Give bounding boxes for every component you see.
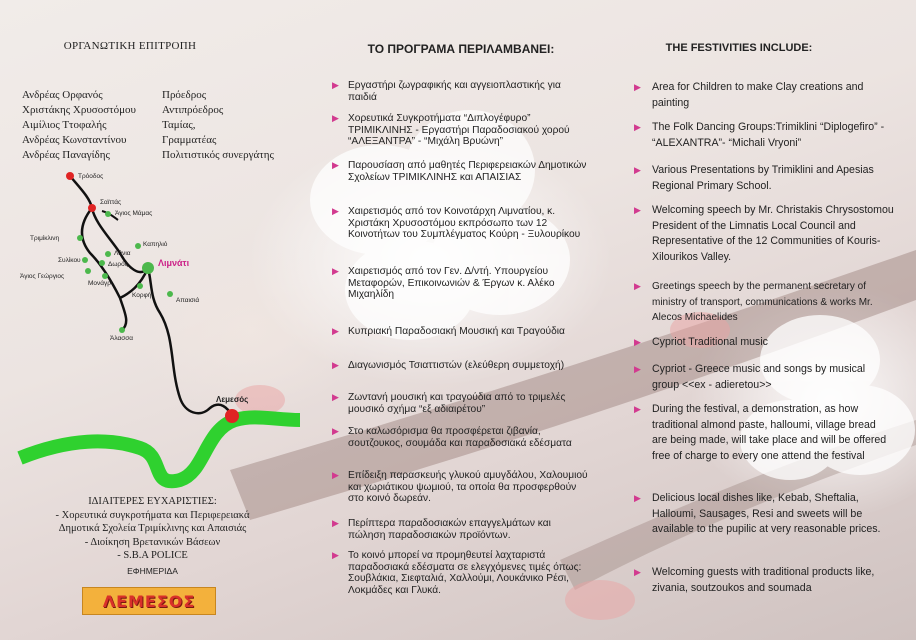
- highway-line: [20, 417, 300, 481]
- committee-row: [22, 103, 322, 118]
- festivities-column: [634, 42, 894, 594]
- label-limnati: Λιμνάτι: [158, 258, 190, 268]
- committee-row: [22, 118, 322, 133]
- thanks-line: - Διοίκηση Βρετανικών Βάσεων: [84, 536, 221, 548]
- marker-agios-mamas: [105, 211, 111, 217]
- list-item: [634, 362, 894, 393]
- acknowledgements: [10, 495, 295, 578]
- list-item: [332, 326, 565, 338]
- list-item: [332, 206, 590, 241]
- bullet-icon: ▶: [634, 404, 641, 414]
- item-text: Κυπριακή Παραδοσιακή Μουσική και Τραγούδια: [348, 326, 565, 337]
- member-role: Πολιτιστικός συνεργάτης: [162, 149, 274, 161]
- program-title: ΤΟ ΠΡΟΓΡΑΜΑ ΠΕΡΙΛΑΜΒΑΝΕΙ:: [367, 42, 555, 56]
- committee-row: [22, 133, 322, 148]
- marker-agios-georgios: [85, 268, 91, 274]
- label-korfi: Κορφή: [132, 292, 152, 299]
- marker-saittas: [88, 204, 96, 212]
- list-item: [332, 360, 564, 372]
- member-name: Ανδρέας Ορφανός: [22, 89, 103, 101]
- list-item: [332, 266, 590, 301]
- label-lania: Λάνια: [114, 250, 131, 257]
- member-name: Αιμίλιος Ττοφαλής: [22, 119, 107, 131]
- bullet-icon: ▶: [634, 122, 641, 132]
- list-item: [634, 120, 894, 151]
- bullet-icon: ▶: [634, 205, 641, 215]
- list-item: [332, 160, 590, 183]
- item-text: Area for Children to make Clay creations and painting: [652, 81, 864, 109]
- member-name: Χριστάκης Χρυσοστόμου: [22, 104, 136, 116]
- label-apaisia: Απαισιά: [176, 297, 200, 304]
- list-item: [634, 491, 894, 538]
- item-text: Εργαστήρι ζωγραφικής και αγγειοπλαστικής για παιδιά: [348, 80, 561, 103]
- marker-doros: [99, 260, 105, 266]
- committee-row: [22, 88, 322, 103]
- marker-monagri: [102, 273, 108, 279]
- list-item: [332, 113, 590, 148]
- list-item: [332, 550, 590, 596]
- bullet-icon: ▶: [634, 165, 641, 175]
- item-text: Επίδειξη παρασκευής γλυκού αμυγδάλου, Χαλουμιού και χωριάτικου ψωμιού, τα οποία θα προσφερθούν στο κοινό δωρεάν.: [348, 470, 588, 505]
- bullet-icon: ▶: [332, 360, 339, 370]
- member-role: Πρόεδρος: [162, 89, 207, 101]
- item-text: Welcoming speech by Mr. Christakis Chrysostomou President of the Limnatis Local Council and Representative of the 12 Communities of Kouris-Xilourikos Valley.: [652, 204, 894, 263]
- label-agios-mamas: Άγιος Μάμας: [115, 210, 153, 217]
- thanks-line: - S.B.A POLICE: [117, 550, 188, 561]
- item-text: Περίπτερα παραδοσιακών επαγγελμάτων και πώληση παραδοσιακών προϊόντων.: [348, 518, 551, 541]
- marker-trimiklini: [77, 235, 83, 241]
- list-item: [634, 80, 894, 111]
- bullet-icon: ▶: [634, 82, 641, 92]
- member-role: Γραμματέας: [162, 134, 217, 146]
- member-name: Ανδρέας Κωνσταντίνου: [22, 134, 127, 146]
- list-item: [634, 203, 894, 265]
- list-item: [634, 335, 768, 351]
- festivities-title: THE FESTIVITIES INCLUDE:: [665, 42, 813, 54]
- left-column: [10, 40, 310, 52]
- label-alassa: Άλασσα: [110, 335, 134, 342]
- list-item: [634, 279, 894, 326]
- item-text: Παρουσίαση από μαθητές Περιφερειακών Δημοτικών Σχολείων ΤΡΙΜΙΚΛΙΝΗΣ και ΑΠΑΙΣΙΑΣ: [348, 160, 587, 183]
- thanks-line: - Χορευτικά συγκροτήματα και Περιφερειακά: [55, 509, 250, 521]
- committee-title: ΟΡΓΑΝΩΤΙΚΗ ΕΠΙΤΡΟΠΗ: [63, 40, 197, 52]
- list-item: [332, 426, 590, 449]
- label-lemesos: Λεμεσός: [216, 395, 249, 404]
- newspaper-logo: [82, 587, 216, 615]
- bullet-icon: ▶: [332, 80, 339, 90]
- bullet-icon: ▶: [634, 337, 641, 347]
- list-item: [634, 402, 894, 464]
- item-text: Greetings speech by the permanent secretary of ministry of transport, communications & works Mr. Alecos Michaelides: [652, 281, 873, 323]
- list-item: [332, 470, 590, 505]
- bullet-icon: ▶: [332, 426, 339, 436]
- bullet-icon: ▶: [332, 470, 339, 480]
- member-role: Ταμίας,: [162, 119, 196, 131]
- list-item: [634, 163, 894, 194]
- item-text: Χαιρετισμός από τον Κοινοτάρχη Λιμνατίου, κ. Χριστάκη Χρυσοστόμου εκπρόσωπο των 12 Κοινοτήτων του Συμπλέγματος Κούρη - Ξυλουρίκου: [348, 206, 581, 241]
- label-doros: Δωρός: [108, 261, 128, 268]
- marker-silikou: [82, 257, 88, 263]
- marker-troodos: [66, 172, 74, 180]
- bullet-icon: ▶: [332, 392, 339, 402]
- committee-row: [22, 148, 322, 163]
- bullet-icon: ▶: [332, 326, 339, 336]
- location-map: [0, 168, 310, 493]
- label-trimiklini: Τριμίκλινη: [30, 235, 60, 242]
- member-name: Ανδρέας Παναγίδης: [22, 149, 110, 161]
- newspaper-logo-text: ΛΕΜΕΣΟΣ: [102, 591, 196, 611]
- item-text: Το κοινό μπορεί να προμηθευτεί λαχταριστά παραδοσιακά εδέσματα σε ελεγχόμενες τιμές όπως: Σουβλάκια, Σιεφταλιά, Χαλλούμι, Λουκάνικο Ρέσι, Λοκμάδες και Γλυκά.: [348, 550, 582, 596]
- item-text: Cypriot - Greece music and songs by musical group <<ex - adieretou>>: [652, 363, 866, 391]
- list-item: [332, 518, 590, 541]
- item-text: Χορευτικά Συγκροτήματα “Διπλογέφυρο” ΤΡΙΜΙΚΛΙΝΗΣ - Εργαστήρι Παραδοσιακού χορού “ΑΛΕΞΑΝΤΡΑ” - “Μιχάλη Βρυώνη”: [348, 113, 570, 148]
- bullet-icon: ▶: [634, 281, 641, 291]
- list-item: [332, 80, 590, 103]
- label-agios-georgios: Άγιος Γεώργιος: [20, 273, 65, 280]
- item-text: Διαγωνισμός Τσιαττιστών (ελεύθερη συμμετοχή): [348, 360, 565, 371]
- label-silikou: Συλίκου: [58, 257, 81, 264]
- item-text: During the festival, a demonstration, as how traditional almond paste, halloumi, village bread are being made, will take place and will be offered free of charge to every one attend the festival: [652, 403, 887, 462]
- thanks-line: Δημοτικά Σχολεία Τριμίκλινης και Απαισιάς: [58, 523, 247, 534]
- marker-limnati: [142, 262, 154, 274]
- bullet-icon: ▶: [332, 266, 339, 276]
- bullet-icon: ▶: [332, 518, 339, 528]
- committee-list: [22, 88, 322, 163]
- bullet-icon: ▶: [332, 206, 339, 216]
- route-branch: [82, 208, 148, 330]
- item-text: Delicious local dishes like, Kebab, Sheftalia, Halloumi, Sausages, Resi and sweets will be available to the pupilic at very reasonable prices.: [652, 492, 881, 535]
- bullet-icon: ▶: [634, 364, 641, 374]
- marker-lania: [105, 251, 111, 257]
- bullet-icon: ▶: [332, 550, 339, 560]
- item-text: The Folk Dancing Groups:Trimiklini “Diplogefiro” - “ALEXANTRA”- “Michali Vryoni”: [652, 121, 885, 149]
- label-troodos: Τρόοδος: [78, 173, 104, 180]
- label-kapilio: Καπηλιό: [143, 241, 168, 248]
- marker-kapilio: [135, 243, 141, 249]
- label-monagri: Μονάγρι: [88, 280, 113, 287]
- list-item: [332, 392, 590, 415]
- member-role: Αντιπρόεδρος: [162, 104, 224, 116]
- marker-alassa: [119, 327, 125, 333]
- bullet-icon: ▶: [634, 567, 641, 577]
- newspaper-label: ΕΦΗΜΕΡΙΔΑ: [127, 565, 178, 576]
- bullet-icon: ▶: [634, 493, 641, 503]
- bullet-icon: ▶: [332, 113, 339, 123]
- marker-lemesos: [225, 409, 239, 423]
- marker-apaisia: [167, 291, 173, 297]
- thanks-title: ΙΔΙΑΙΤΕΡΕΣ ΕΥΧΑΡΙΣΤΙΕΣ:: [88, 496, 217, 507]
- item-text: Welcoming guests with traditional products like, zivania, soutzoukos and soumada: [652, 566, 875, 594]
- item-text: Χαιρετισμός από τον Γεν. Δ/ντή. Υπουργείου Μεταφορών, Επικοινωνιών & Έργων κ. Αλέκο Μιχαηλίδη: [348, 266, 555, 301]
- item-text: Ζωντανή μουσική και τραγούδια από το τριμελές μουσικό σχήμα “εξ αδιαιρέτου”: [348, 392, 566, 415]
- item-text: Cypriot Traditional music: [652, 336, 768, 348]
- label-saittas: Σαϊττάς: [100, 199, 122, 206]
- program-column: [332, 42, 590, 596]
- item-text: Στο καλωσόρισμα θα προσφέρεται ζιβανία, σουτζουκος, σουμάδα και παραδοσιακά εδέσματα: [348, 426, 572, 449]
- item-text: Various Presentations by Trimiklini and Apesias Regional Primary School.: [652, 164, 874, 192]
- list-item: [634, 565, 894, 596]
- marker-korfi: [137, 283, 143, 289]
- bullet-icon: ▶: [332, 160, 339, 170]
